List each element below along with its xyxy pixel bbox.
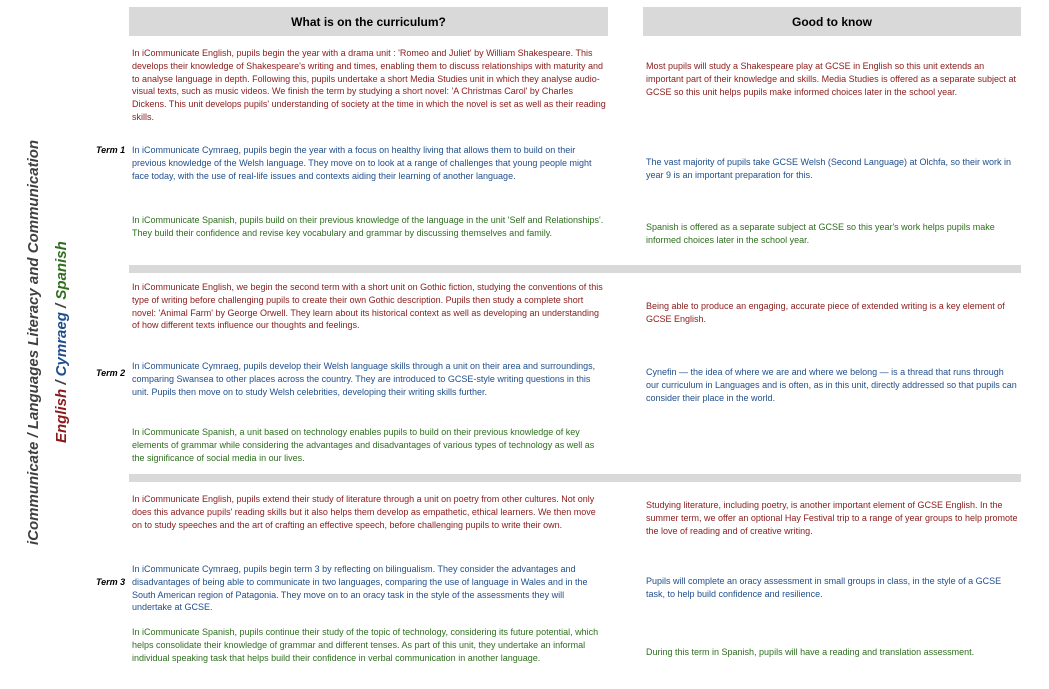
subtitle-separator: /	[53, 376, 70, 389]
term1-spanish: In iCommunicate Spanish, pupils build on their previous knowledge of the language in the unit 'Self and Relationships'. They build their confidence and revise key vocabulary and grammar by discussing themselves and family.	[132, 215, 604, 238]
term3-spanish-note: During this term in Spanish, pupils will have a reading and translation assessment.	[646, 647, 975, 657]
term-separator	[129, 265, 1021, 273]
term-label: Term 3	[96, 577, 126, 587]
term3-english: In iCommunicate English, pupils extend their study of literature through a unit on poetry from other cultures. Not only does this advance pupils' reading skills but it also helps them develop as empathetic, ethical learners. We then move on to study speeches and the art of crafting an effective speech, before challenging pupils to write their own.	[132, 494, 596, 530]
term1-cymraeg: In iCommunicate Cymraeg, pupils begin the year with a focus on healthy living that allows them to build on their previous knowledge of the Welsh language. They move on to look at a range of challenges that young people might face today, with the use of real-life issues and contexts aiding their learning of another language.	[132, 145, 592, 181]
term1-english-note: Most pupils will study a Shakespeare play at GCSE in English so this unit extends an important part of their knowledge and skills. Media Studies is offered as a separate subject at GCSE so this unit helps pupils make informed choices later in the school year.	[646, 61, 1017, 97]
side-subtitle	[52, 243, 72, 443]
term3-spanish: In iCommunicate Spanish, pupils continue their study of the topic of technology, considering its future potential, which helps consolidate their knowledge of grammar and different tenses. As part of this unit, they undertake an informal individual speaking task that helps build their confidence in verbal communication in another language.	[132, 627, 599, 663]
term2-english-note: Being able to produce an engaging, accurate piece of extended writing is a key element of GCSE English.	[646, 301, 1005, 324]
term-label: Term 1	[96, 145, 126, 155]
term3-cymraeg-note: Pupils will complete an oracy assessment in small groups in class, in the style of a GCSE task, to help build confidence and resilience.	[646, 576, 1002, 599]
term2-cymraeg-note: Cynefin — the idea of where we are and where we belong — is a thread that runs through our curriculum in Languages and is often, as in this unit, directly addressed so that pupils can consider their place in the world.	[646, 367, 1017, 403]
term2-spanish: In iCommunicate Spanish, a unit based on technology enables pupils to build on their previous knowledge of key elements of grammar while considering the advantages and disadvantages of various types of technology as well as the significance of social media in our lives.	[132, 427, 595, 463]
subtitle-english: English	[53, 388, 70, 443]
term3-cymraeg: In iCommunicate Cymraeg, pupils begin term 3 by reflecting on bilingualism. They consider the advantages and disadvantages of being able to communicate in two languages, comparing the use of language in Wales and in the South American region of Patagonia. They move on to an oracy task in the style of the assessments they will undertake at GCSE.	[132, 564, 588, 613]
term-label: Term 2	[96, 368, 126, 378]
term2-english: In iCommunicate English, we begin the second term with a short unit on Gothic fiction, studying the conventions of this type of writing before challenging pupils to create their own Gothic description. Pupils then study a complete short novel: 'Animal Farm' by George Orwell. They learn about its historical context as well as developing an understanding of how different texts influence our thoughts and feelings.	[132, 282, 603, 331]
header-good-to-know: Good to know	[643, 7, 1021, 36]
subtitle-cymraeg: Cymraeg	[53, 312, 70, 377]
term1-cymraeg-note: The vast majority of pupils take GCSE Welsh (Second Language) at Olchfa, so their work in year 9 is an important preparation for this.	[646, 157, 1012, 180]
subtitle-spanish: Spanish	[53, 241, 70, 300]
header-curriculum: What is on the curriculum?	[129, 7, 608, 36]
term2-cymraeg: In iCommunicate Cymraeg, pupils develop their Welsh language skills through a unit on their area and surroundings, comparing Swansea to other places across the country. They are introduced to GCSE-style writing questions in this unit. Pupils then move on to study Welsh celebrities, developing their writing skills further.	[132, 361, 596, 397]
subtitle-separator: /	[53, 299, 70, 313]
term1-english: In iCommunicate English, pupils begin the year with a drama unit : 'Romeo and Juliet' by William Shakespeare. This develops their knowledge of Shakespeare's writing and times, enabling them to discuss relationships with maturity and to analyse language in depth. Following this, pupils undertake a short Media Studies unit in which they analyse audio-visual texts, such as music videos. We finish the term by studying a short novel: 'A Christmas Carol' by Charles Dickens. This unit develops pupils' understanding of society at the time in which the novel is set as well as their reading skills.	[132, 48, 606, 122]
term1-spanish-note: Spanish is offered as a separate subject at GCSE so this year's work helps pupils make informed choices later in the school year.	[646, 222, 995, 245]
term3-english-note: Studying literature, including poetry, is another important element of GCSE English. In the summer term, we offer an optional Hay Festival trip to a range of year groups to help promote the love of reading and of creative writing.	[646, 500, 1018, 536]
term-separator	[129, 474, 1021, 482]
side-title: iCommunicate / Languages Literacy and Communication	[25, 139, 42, 545]
